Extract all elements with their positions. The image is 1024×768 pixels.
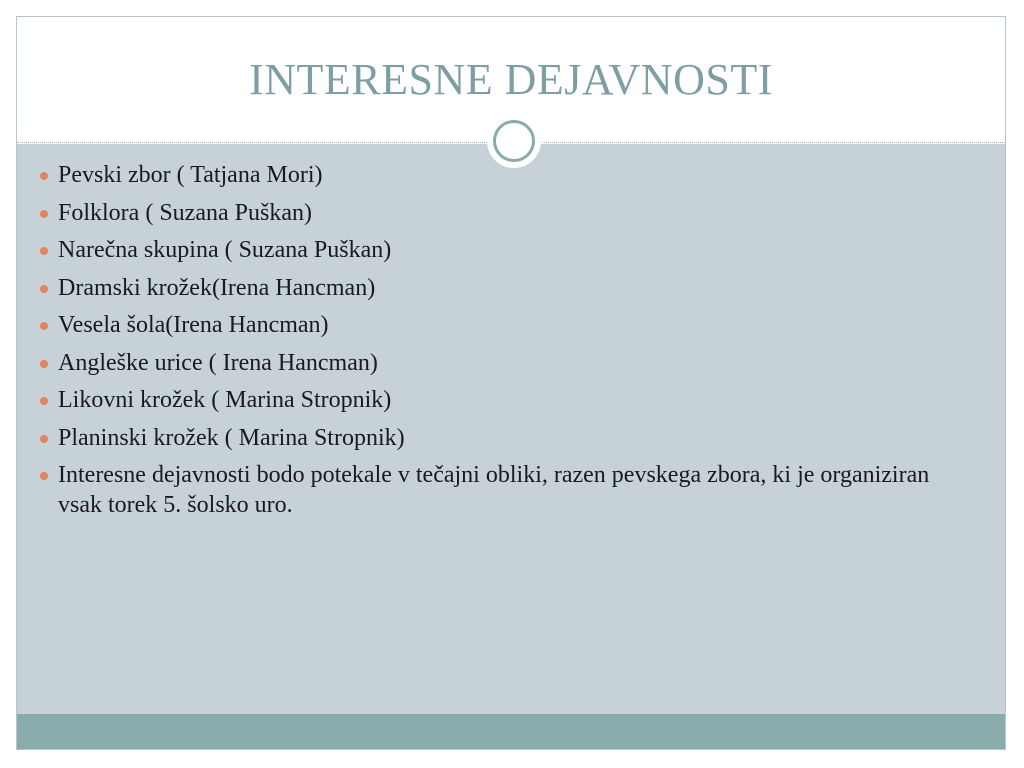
list-item-text: Dramski krožek(Irena Hancman) [58,274,376,301]
list-item-text: Planinski krožek ( Marina Stropnik) [58,424,405,451]
list-item-text: Narečna skupina ( Suzana Puškan) [58,237,392,263]
list-item [40,273,940,303]
bullet-icon [40,172,48,180]
list-item-text: Angleške urice ( Irena Hancman) [58,349,378,376]
bullet-icon [40,472,48,480]
list-item-text: Pevski zbor ( Tatjana Mori) [58,162,323,188]
bullet-list [40,160,940,528]
list-item [40,348,940,378]
footer-band [17,714,1005,749]
list-item [40,460,940,520]
list-item [40,198,940,228]
list-item-text: Likovni krožek ( Marina Stropnik) [58,387,392,413]
list-item [40,235,940,265]
ornament-ring [493,120,535,162]
list-item-text: Folklora ( Suzana Puškan) [58,199,312,226]
bullet-icon [40,210,48,218]
bullet-icon [40,322,48,330]
list-item [40,385,940,415]
list-item [40,310,940,340]
bullet-icon [40,397,48,405]
list-item-text: Vesela šola(Irena Hancman) [58,312,329,338]
bullet-icon [40,435,48,443]
slide-title: INTERESNE DEJAVNOSTI [249,55,773,104]
list-item-text: Interesne dejavnosti bodo potekale v tečajni obliki, razen pevskega zbora, ki je organiziran vsak torek 5. šolsko uro. [58,462,930,518]
bullet-icon [40,285,48,293]
list-item [40,160,940,190]
bullet-icon [40,360,48,368]
list-item [40,423,940,453]
bullet-icon [40,247,48,255]
